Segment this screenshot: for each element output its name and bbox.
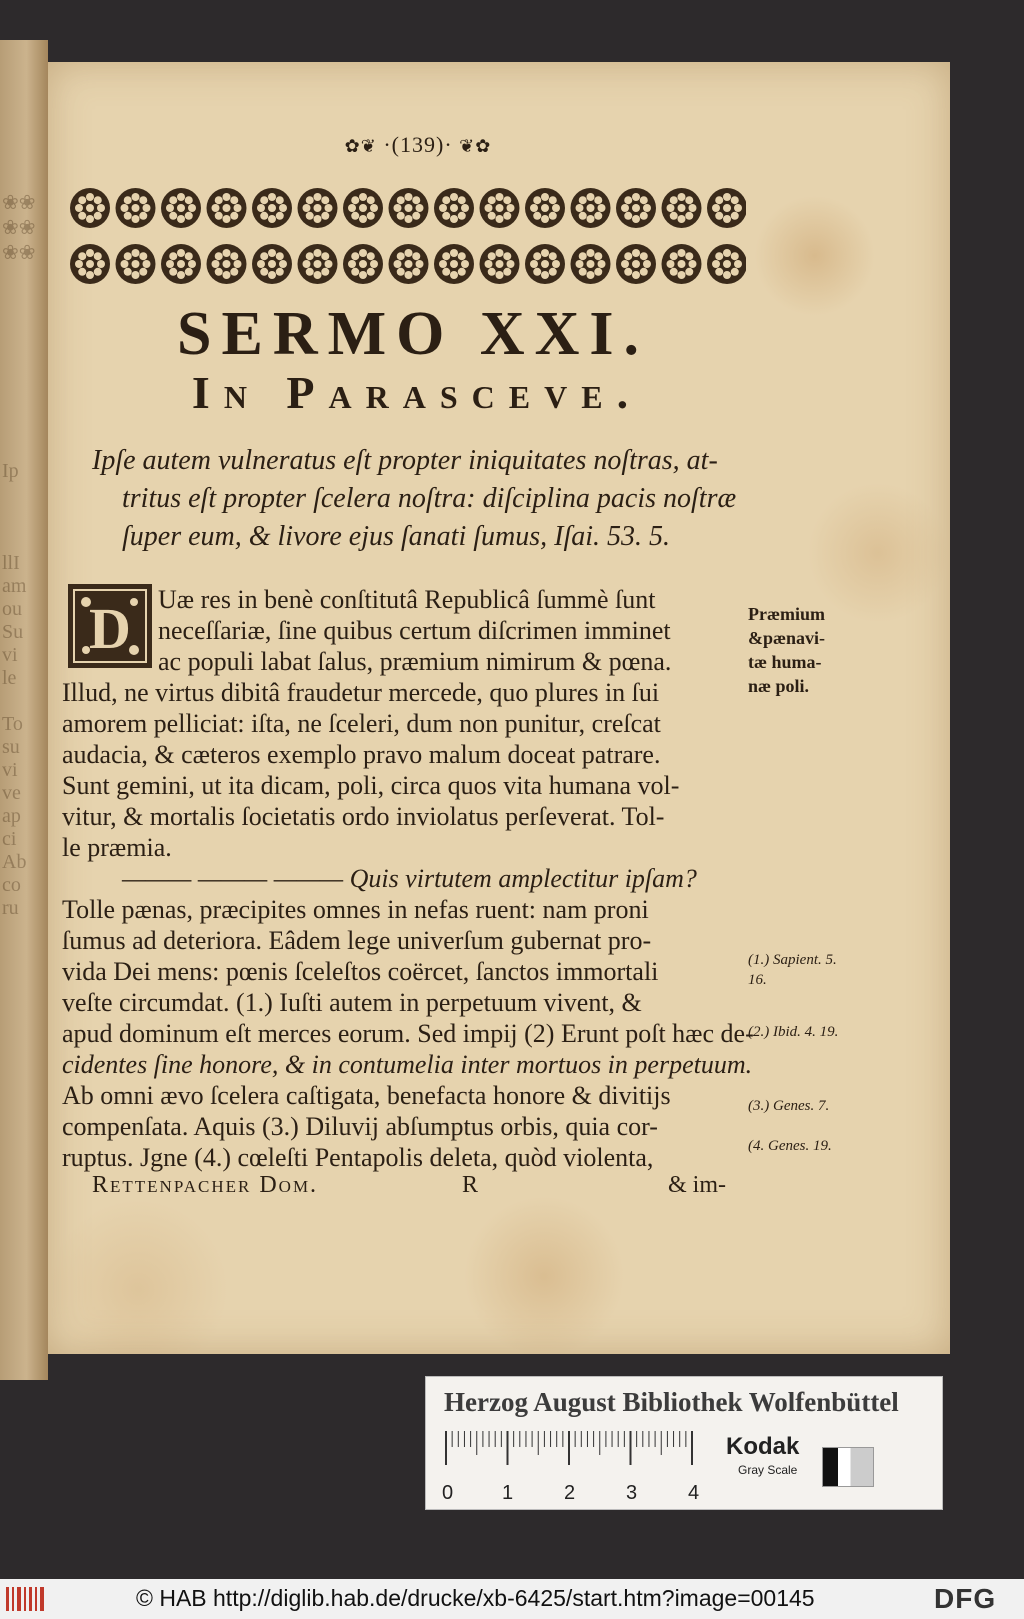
signature-mark: R (462, 1172, 479, 1198)
library-name: Herzog August Bibliothek Wolfenbüttel (444, 1387, 899, 1417)
margin-note-line: næ poli. (748, 676, 810, 696)
rosette-icon (616, 244, 656, 284)
facing-page-ornament: ❀❀ ❀❀ ❀❀ (2, 192, 36, 264)
sermon-title: SERMO XXI. (176, 300, 650, 368)
gray-scale-swatch (822, 1447, 874, 1487)
ruler-number: 0 (442, 1482, 454, 1504)
rosette-icon (525, 188, 565, 228)
rosette-icon (298, 244, 338, 284)
rosette-icon (662, 244, 702, 284)
rosette-icon (571, 244, 611, 284)
rosette-icon (434, 244, 474, 284)
body-line: ac populi labat ſalus, præmium nimirum & pœna. (158, 647, 672, 676)
rosette-icon (343, 244, 383, 284)
body-line: cidentes ſine honore, & in contumelia inter mortuos in perpetuum. (62, 1050, 753, 1079)
rosette-icon (161, 188, 201, 228)
body-line: veſte circumdat. (1.) Iuſti autem in perpetuum vivent, & (62, 988, 642, 1017)
body-line: ——— ——— ——— Quis virtutem amplectitur ipſam? (122, 864, 697, 893)
body-line: Illud, ne virtus dibitâ fraudetur mercede, quo plures in ſui (62, 678, 660, 707)
rosette-icon (707, 244, 746, 284)
barcode-icon (4, 1583, 48, 1615)
page-footer (92, 1172, 772, 1206)
facing-page-text: Ip llI am ou Su vi le To su vi ve ap ci Ab co ru (2, 460, 27, 919)
ruler-number: 3 (626, 1482, 638, 1504)
rosette-icon (116, 188, 156, 228)
rosette-icon (207, 188, 247, 228)
initial-letter: D (89, 596, 131, 661)
sermon-subtitle: In Parasceve. (191, 367, 643, 418)
motto-line: tritus eſt propter ſcelera noſtra: diſciplina pacis noſtræ (122, 483, 737, 514)
book-page (48, 62, 950, 1354)
rosette-icon (116, 244, 156, 284)
body-line: Sunt gemini, ut ita dicam, poli, circa quos vita humana vol- (62, 771, 680, 800)
rosette-icon (70, 188, 110, 228)
footnote-reference: (3.) Genes. 7. (748, 1098, 830, 1114)
scale-ruler (442, 1429, 712, 1505)
rosette-icon (571, 188, 611, 228)
rosette-icon (161, 244, 201, 284)
page-header (298, 132, 538, 162)
headpiece-ornament (66, 180, 746, 292)
body-line: ruptus. Jgne (4.) cœleſti Pentapolis deleta, quòd violenta, (62, 1143, 654, 1172)
body-line: amorem pelliciat: iſta, ne ſceleri, dum non punitur, creſcat (62, 709, 661, 738)
fleuron-left-icon: ✿❦ (344, 136, 377, 156)
body-line: compenſata. Aquis (3.) Diluvij abſumptus orbis, quia cor- (62, 1112, 658, 1141)
footnote-reference: (1.) Sapient. 5. 16. (748, 952, 837, 988)
rosette-icon (298, 188, 338, 228)
rosette-icon (389, 188, 429, 228)
facing-page-edge (0, 40, 48, 1380)
scripture-motto (92, 442, 742, 556)
footnote-reference: (2.) Ibid. 4. 19. (748, 1024, 839, 1040)
rosette-icon (389, 244, 429, 284)
margin-note-line: Præmium (748, 604, 825, 624)
body-line: Uæ res in benè conſtitutâ Republicâ ſummè ſunt (158, 585, 656, 614)
dfg-logo: DFG (934, 1583, 997, 1614)
body-line: Tolle pænas, præcipites omnes in nefas ruent: nam proni (62, 895, 649, 924)
running-footer-author: Rettenpacher Dom. (92, 1172, 319, 1198)
gray-scale-label: Gray Scale (738, 1463, 798, 1477)
source-credit: © HAB http://diglib.hab.de/drucke/xb-6425/start.htm?image=00145 (136, 1585, 815, 1611)
rosette-icon (480, 188, 520, 228)
rosette-icon (70, 244, 110, 284)
rosette-icon (252, 188, 292, 228)
page-number: ·(139)· (383, 132, 453, 157)
body-line: ſumus ad deteriora. Eâdem lege univerſum gubernat pro- (62, 926, 652, 955)
ruler-number: 2 (564, 1482, 576, 1504)
body-line: vitur, & mortalis ſocietatis ordo inviolatus perſeverat. Tol- (62, 802, 665, 831)
rosette-icon (434, 188, 474, 228)
margin-note (748, 602, 858, 698)
body-line: neceſſariæ, ſine quibus certum diſcrimen imminet (158, 616, 671, 645)
ruler-number: 4 (688, 1482, 700, 1504)
rosette-icon (662, 188, 702, 228)
fleuron-right-icon: ❦✿ (459, 136, 492, 156)
body-line: Ab omni ævo ſcelera caſtigata, benefacta honore & divitijs (62, 1081, 671, 1110)
body-line: audacia, & cæteros exemplo pravo malum doceat patrare. (62, 740, 661, 769)
rosette-icon (616, 188, 656, 228)
rosette-icon (207, 244, 247, 284)
motto-line: Ipſe autem vulneratus eſt propter iniquitates noſtras, at- (92, 445, 718, 476)
body-line: le præmia. (62, 833, 172, 862)
rosette-icon (252, 244, 292, 284)
body-line: apud dominum eſt merces eorum. Sed impij (2) Erunt poſt hæc de- (62, 1019, 754, 1048)
kodak-brand: Kodak (726, 1433, 800, 1460)
motto-line: ſuper eum, & livore ejus ſanati ſumus, Iſai. 53. 5. (122, 521, 671, 552)
ruler-number: 1 (502, 1482, 514, 1504)
footnote-reference: (4. Genes. 19. (748, 1138, 832, 1154)
catchword: & im- (668, 1172, 726, 1198)
margin-note-line: tæ huma- (748, 652, 822, 672)
rosette-icon (707, 188, 746, 228)
body-line: vida Dei mens: pœnis ſceleſtos coërcet, ſanctos immortali (62, 957, 659, 986)
rosette-icon (480, 244, 520, 284)
margin-note-line: &pænavi- (748, 628, 826, 648)
rosette-icon (525, 244, 565, 284)
rosette-icon (343, 188, 383, 228)
body-text (62, 584, 752, 1173)
scan-reference-card (425, 1376, 943, 1510)
credit-bar (0, 1579, 1024, 1619)
